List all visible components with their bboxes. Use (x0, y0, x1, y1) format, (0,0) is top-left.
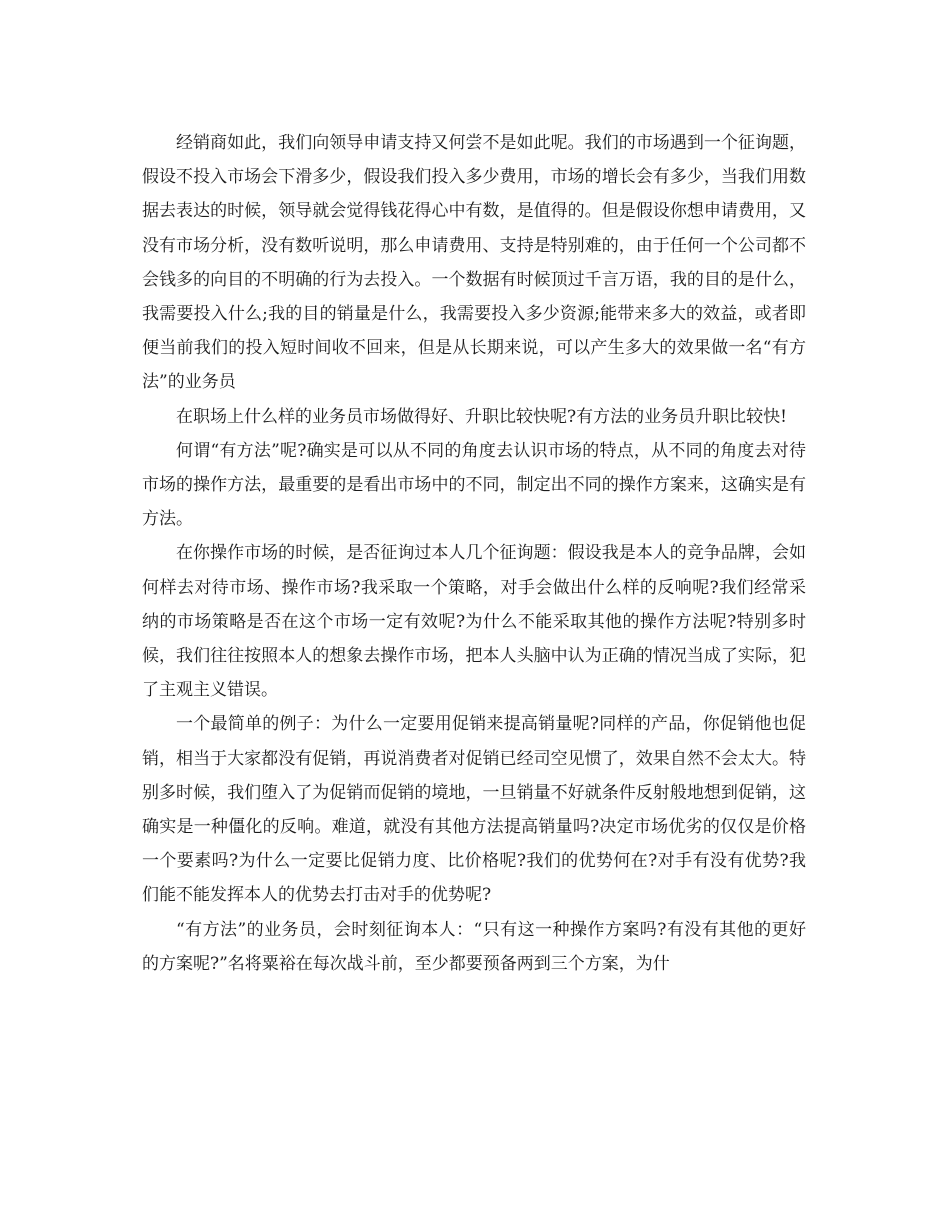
paragraph-2: 在职场上什么样的业务员市场做得好、升职比较快呢?有方法的业务员升职比较快! (176, 406, 787, 427)
paragraph-6: “有方法”的业务员，会时刻征询本人：“只有这一种操作方案吗?有没有其他的更好的方案呢?”名将粟裕在每次战斗前，至少都要预备两到三个方案，为什 (142, 919, 806, 974)
paragraph-1: 经销商如此，我们向领导申请支持又何尝不是如此呢。我们的市场遇到一个征询题，假设不投入市场会下滑多少，假设我们投入多少费用，市场的增长会有多少，当我们用数据去表达的时候，领导就会觉得钱花得心中有数，是值得的。但是假设你想申请费用，又没有市场分析，没有数听说明，那么申请费用、支持是特别难的，由于任何一个公司都不会钱多的向目的不明确的行为去投入。一个数据有时候顶过千言万语，我的目的是什么，我需要投入什么;我的目的销量是什么，我需要投入多少资源;能带来多大的效益，或者即便当前我们的投入短时间收不回来，但是从长期来说，可以产生多大的效果做一名“有方法”的业务员 (142, 133, 806, 393)
document-body (142, 126, 806, 981)
paragraph-3: 何谓“有方法”呢?确实是可以从不同的角度去认识市场的特点，从不同的角度去对待市场的操作方法，最重要的是看出市场中的不同，制定出不同的操作方案来，这确实是有方法。 (142, 440, 806, 530)
paragraph-5: 一个最简单的例子：为什么一定要用促销来提高销量呢?同样的产品，你促销他也促销，相当于大家都没有促销，再说消费者对促销已经司空见惯了，效果自然不会太大。特别多时候，我们堕入了为促销而促销的境地，一旦销量不好就条件反射般地想到促销，这确实是一种僵化的反响。难道，就没有其他方法提高销量吗?决定市场优劣的仅仅是价格一个要素吗?为什么一定要比促销力度、比价格呢?我们的优势何在?对手有没有优势?我们能不能发挥本人的优势去打击对手的优势呢? (142, 714, 806, 906)
paragraph-4: 在你操作市场的时候，是否征询过本人几个征询题：假设我是本人的竞争品牌，会如何样去对待市场、操作市场?我采取一个策略，对手会做出什么样的反响呢?我们经常采纳的市场策略是否在这个市场一定有效呢?为什么不能采取其他的操作方法呢?特别多时候，我们往往按照本人的想象去操作市场，把本人头脑中认为正确的情况当成了实际，犯了主观主义错误。 (142, 543, 806, 701)
